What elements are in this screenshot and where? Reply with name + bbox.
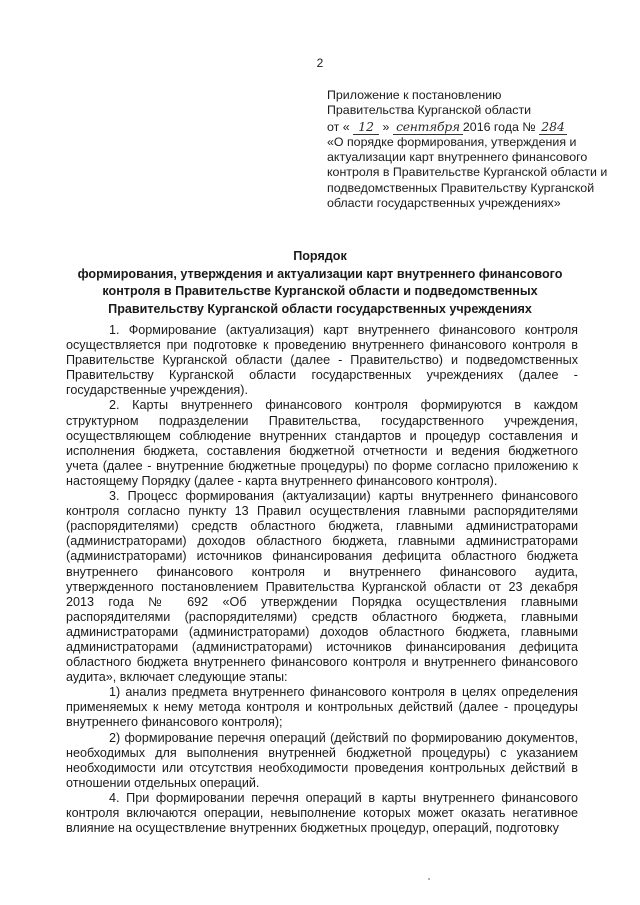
subparagraph-1: 1) анализ предмета внутреннего финансового контроля в целях определения применяемых к нему метода контроля и контрольных действий (далее - процедуры внутреннего финансового контроля); [66, 685, 578, 730]
paragraph-2: 2. Карты внутреннего финансового контроля формируются в каждом структурном подразделении Правительства, государственного учреждения, осуществляющем соблюдение внутренних стандартов и процедур составления и исполнения бюджета, составления бюджетной отчетности и ведения бюджетного учета (далее - внутренние бюджетные процедуры) по форме согласно приложению к настоящему Порядку (далее - карта внутреннего финансового контроля). [66, 398, 578, 488]
document-body [66, 323, 578, 836]
date-prefix: от « [327, 119, 350, 134]
appendix-line-2: Правительства Курганской области [327, 103, 532, 118]
appendix-header [327, 88, 617, 211]
paragraph-1: 1. Формирование (актуализация) карт внутреннего финансового контроля осуществляется при подготовке к проведению внутреннего финансового контроля в Правительстве Курганской области (далее - Правительство) и подведомственных Правительству Курганской области государственных учреждениях (далее - государственные учреждения). [66, 323, 578, 398]
date-day-handwritten: 12 [353, 119, 379, 135]
page-number: 2 [316, 56, 324, 70]
scan-speck [428, 878, 430, 880]
appendix-line-1: Приложение к постановлению [327, 88, 502, 102]
date-year: 2016 года № [462, 119, 536, 134]
date-month-handwritten: сентября [393, 119, 463, 135]
title-line-3: Правительству Курганской области государственных учреждениях [108, 301, 532, 316]
document-title [62, 248, 578, 318]
paragraph-3: 3. Процесс формирования (актуализации) карты внутреннего финансового контроля согласно пункту 13 Правил осуществления главными распорядителями (распорядителями) средств областного бюджета, главными администраторами (администраторами) доходов областного бюджета, главными администраторами (администраторами) источников финансирования дефицита областного бюджета внутреннего финансового контроля и внутреннего финансового аудита, утвержденного постановлением Правительства Курганской области от 23 декабря 2013 года № 692 «Об утверждении Порядка осуществления главными распорядителями (распорядителями) средств областного бюджета, главными администраторами (администраторами) доходов областного бюджета, главными администраторами (администраторами) источников финансирования дефицита областного бюджета внутреннего финансового контроля и внутреннего финансового аудита», включает следующие этапы: [66, 489, 578, 685]
appendix-date-line [327, 119, 617, 135]
title-heading: Порядок [293, 249, 347, 263]
title-line-1: формирования, утверждения и актуализации карт внутреннего финансового [77, 266, 563, 281]
title-line-2: контроля в Правительстве Курганской области и подведомственных [102, 284, 538, 299]
appendix-subject: «О порядке формирования, утверждения и актуализации карт внутреннего финансового контроля в Правительстве Курганской области и подведомственных Правительству Курганской области государственных учреждениях» [327, 134, 608, 211]
date-mid: » [382, 119, 390, 134]
paragraph-4: 4. При формировании перечня операций в карты внутреннего финансового контроля включаются операции, невыполнение которых может оказать негативное влияние на осуществление внутренних бюджетных процедур, операций, подготовку [66, 790, 578, 836]
doc-number-handwritten: 284 [539, 119, 567, 135]
subparagraph-2: 2) формирование перечня операций (действий по формированию документов, необходимых для выполнения внутренней бюджетной процедуры) с указанием необходимости или отсутствия необходимости проведения контрольных действий в отношении отдельных операций. [66, 730, 578, 790]
